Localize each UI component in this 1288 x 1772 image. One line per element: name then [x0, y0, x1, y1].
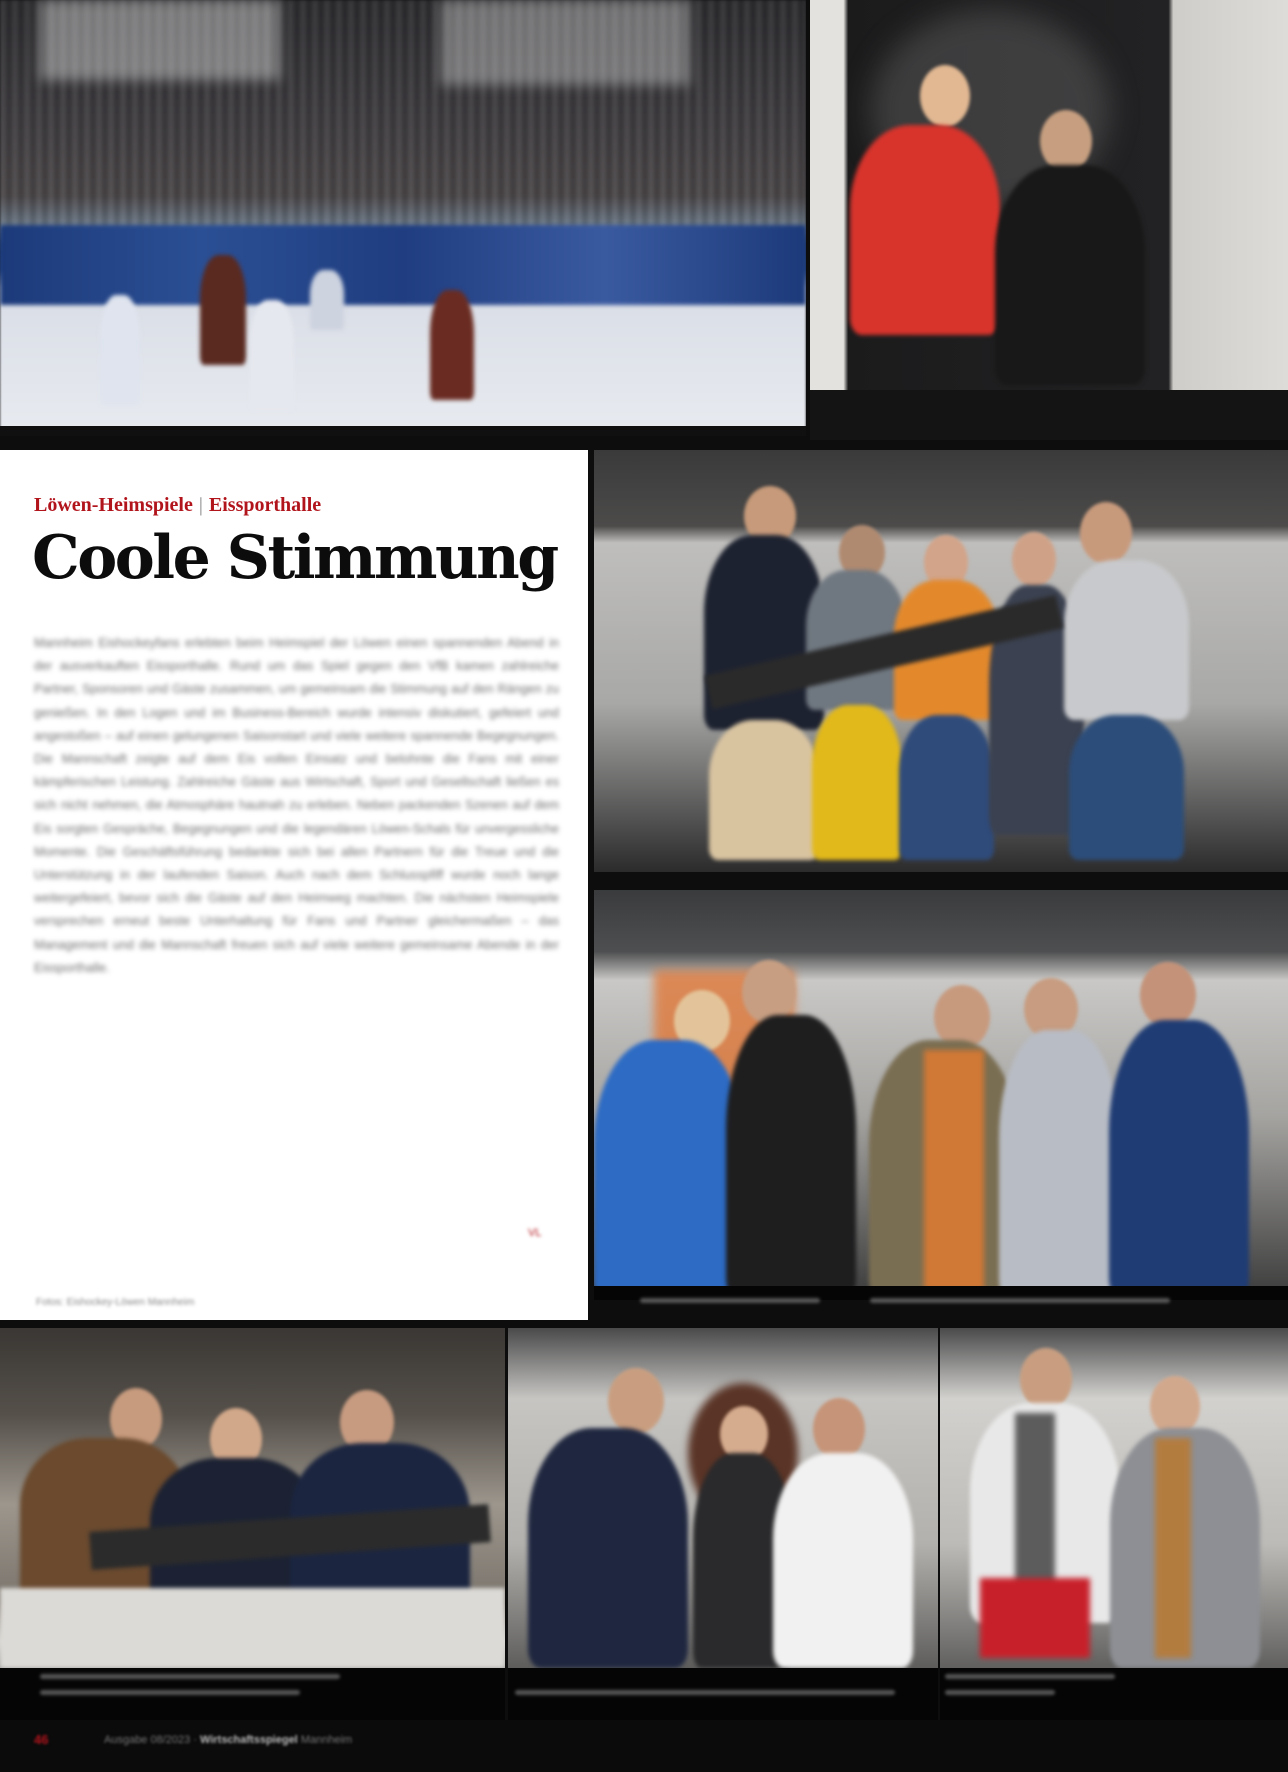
- photo-three-guests: [940, 1328, 1288, 1720]
- article-panel: [0, 450, 588, 1320]
- photo-group-six: [594, 890, 1288, 1300]
- caption-line: [40, 1690, 300, 1695]
- caption-line: [945, 1690, 1055, 1695]
- photo-credit: Fotos: Eishockey-Löwen Mannheim: [36, 1297, 195, 1308]
- article-body: Mannheim Eishockeyfans erlebten beim Heimspiel der Löwen einen spannenden Abend in der ausverkauften Eissporthalle. Rund um das Spiel gegen den VfB kamen zahlreiche Partner, Sponsoren und Gäste zusammen, um gemeinsam die Stimmung auf den Rängen zu genießen. In den Logen und im Business-Bereich wurde intensiv diskutiert, gefeiert und angestoßen – auf einen gelungenen Saisonstart und viele weitere spannende Begegnungen. Die Mannschaft zeigte auf dem Eis vollen Einsatz und belohnte die Fans mit einer kämpferischen Leistung. Zahlreiche Gäste aus Wirtschaft, Sport und Gesellschaft ließen es sich nicht nehmen, die Atmosphäre hautnah zu erleben. Neben packenden Szenen auf dem Eis sorgten Gespräche, Begegnungen und die legendären Löwen-Schals für unvergessliche Momente. Die Geschäftsführung bedankte sich bei allen Partnern für die Treue und die Unterstützung in der laufenden Saison. Auch nach dem Schlusspfiff wurde noch lange weitergefeiert, bevor sich die Gäste auf den Heimweg machten. Die nächsten Heimspiele versprechen erneut beste Unterhaltung für Fans und Partner gleichermaßen – das Management und die Mannschaft freuen sich auf viele weitere gemeinsame Abende in der Eissporthalle.: [34, 636, 559, 975]
- kicker-section: Löwen-Heimspiele: [34, 494, 193, 516]
- kicker-separator: |: [198, 494, 203, 516]
- page-footer: [0, 1720, 1288, 1772]
- footer-magazine: Wirtschaftsspiegel: [200, 1734, 298, 1746]
- photo-group-five: [594, 450, 1288, 872]
- caption-line: [515, 1690, 895, 1695]
- page-number: 46: [34, 1732, 49, 1747]
- caption-line: [945, 1674, 1115, 1679]
- article-headline: Coole Stimmung: [32, 523, 557, 593]
- article-end-mark: VL: [528, 1227, 542, 1239]
- photo-arena: [0, 0, 806, 436]
- photo-three-men: [0, 1328, 505, 1720]
- kicker-location: Eissporthalle: [208, 494, 322, 516]
- article-kicker: [34, 494, 321, 517]
- footer-issue: Ausgabe 08/2023: [104, 1734, 191, 1746]
- caption-line: [640, 1298, 820, 1303]
- footer-city: Mannheim: [300, 1734, 353, 1746]
- caption-line: [40, 1674, 340, 1679]
- photo-two-men: [810, 0, 1288, 440]
- photo-three-people: [508, 1328, 938, 1720]
- caption-line: [870, 1298, 1170, 1303]
- footer-text: Ausgabe 08/2023 · Wirtschaftsspiegel Mannheim: [104, 1734, 353, 1746]
